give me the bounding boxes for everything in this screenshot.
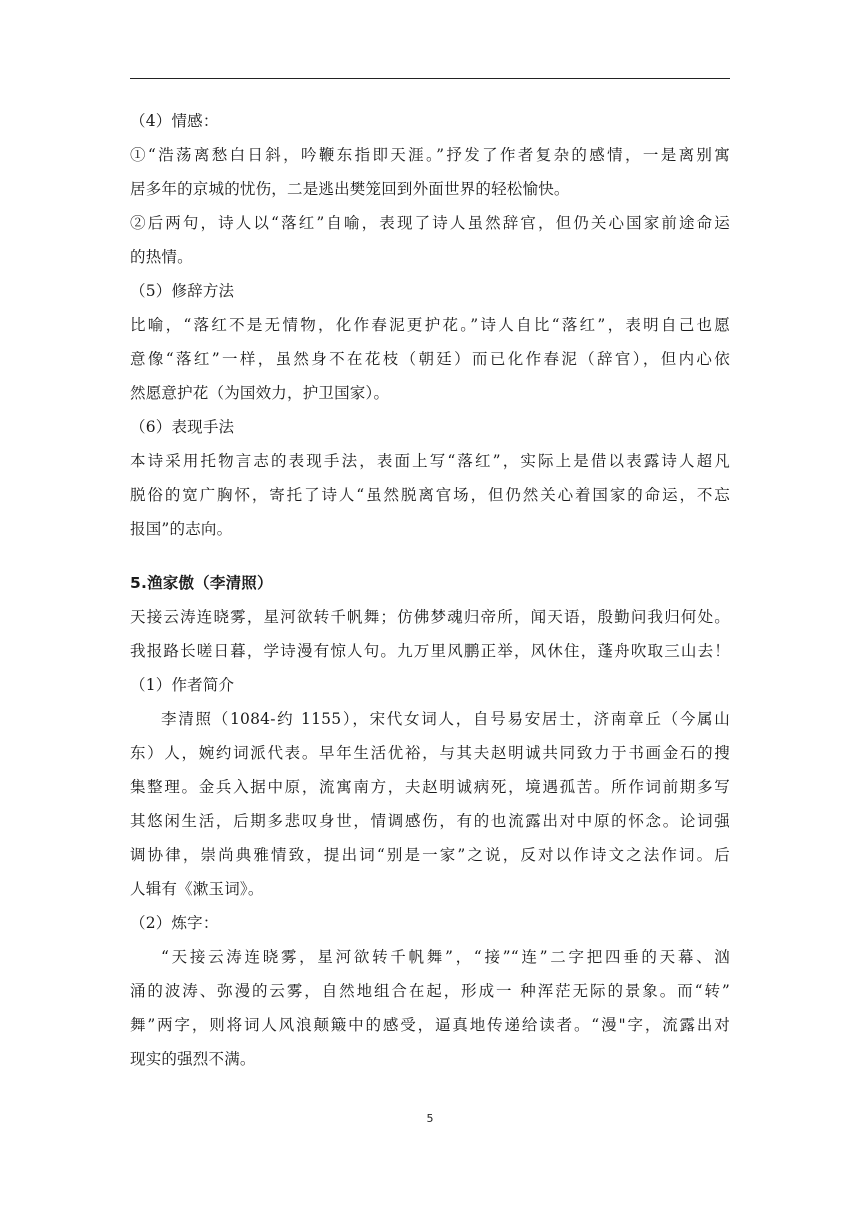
author-line-6: 人辑有《漱玉词》。	[130, 880, 264, 898]
technique-heading: （6）表现手法	[130, 418, 235, 436]
wording-heading: （2）炼字：	[130, 914, 219, 932]
technique-line-2: 脱俗的宽广胸怀，寄托了诗人“虽然脱离官场，但仍然关心着国家的命运，不忘	[130, 486, 730, 504]
author-line-3: 集整理。金兵入据中原，流寓南方，夫赵明诚病死，境遇孤苦。所作词前期多写	[130, 778, 730, 796]
poem-line-1: 天接云涛连晓雾，星河欲转千帆舞；仿佛梦魂归帝所，闻天语，殷勤问我归何处。	[130, 608, 730, 626]
section-5-title: 5.渔家傲（李清照）	[130, 574, 273, 592]
page-number: 5	[426, 1112, 434, 1125]
document-body	[130, 104, 730, 1076]
author-line-1: 李清照（1084-约 1155），宋代女词人，自号易安居士，济南章丘（今属山	[161, 710, 730, 728]
author-heading: （1）作者简介	[130, 676, 235, 694]
section-gap	[130, 546, 730, 566]
author-line-4: 其悠闲生活，后期多悲叹身世，情调感伤，有的也流露出对中原的怀念。论词强	[130, 812, 730, 830]
technique-line-1: 本诗采用托物言志的表现手法，表面上写“落红”，实际上是借以表露诗人超凡	[130, 452, 730, 470]
emotion-paragraph-1-line-1: ①“浩荡离愁白日斜，吟鞭东指即天涯。”抒发了作者复杂的感情，一是离别寓	[130, 146, 730, 164]
technique-line-3: 报国”的志向。	[130, 520, 233, 538]
author-line-5: 调协律，崇尚典雅情致，提出词“别是一家”之说，反对以作诗文之法作词。后	[130, 846, 730, 864]
rhetoric-line-1: 比喻，“落红不是无情物，化作春泥更护花。”诗人自比“落红”，表明自己也愿	[130, 316, 730, 334]
header-rule	[130, 78, 730, 79]
emotion-heading: （4）情感：	[130, 112, 219, 130]
wording-line-2: 涌的波涛、弥漫的云雾，自然地组合在起，形成一 种浑茫无际的景象。而“转”	[130, 982, 730, 1000]
poem-line-2: 我报路长嗟日暮，学诗漫有惊人句。九万里风鹏正举，风休住，蓬舟吹取三山去！	[130, 642, 730, 660]
emotion-paragraph-2-line-1: ②后两句，诗人以“落红”自喻，表现了诗人虽然辞官，但仍关心国家前途命运	[130, 214, 730, 232]
rhetoric-line-3: 然愿意护花（为国效力，护卫国家）。	[130, 384, 390, 402]
wording-line-4: 现实的强烈不满。	[130, 1050, 256, 1068]
emotion-paragraph-1-line-2: 居多年的京城的忧伤，二是逃出樊笼回到外面世界的轻松愉快。	[130, 180, 570, 198]
rhetoric-heading: （5）修辞方法	[130, 282, 235, 300]
rhetoric-line-2: 意像“落红”一样，虽然身不在花枝（朝廷）而已化作春泥（辞官），但内心依	[130, 350, 730, 368]
wording-line-1: “天接云涛连晓雾，星河欲转千帆舞”，“接”“连”二字把四垂的天幕、汹	[161, 948, 730, 966]
wording-line-3: 舞”两字，则将词人风浪颠簸中的感受，逼真地传递给读者。“漫"字，流露出对	[130, 1016, 730, 1034]
emotion-paragraph-2-line-2: 的热情。	[130, 248, 193, 266]
author-line-2: 东）人，婉约词派代表。早年生活优裕，与其夫赵明诚共同致力于书画金石的搜	[130, 744, 730, 762]
